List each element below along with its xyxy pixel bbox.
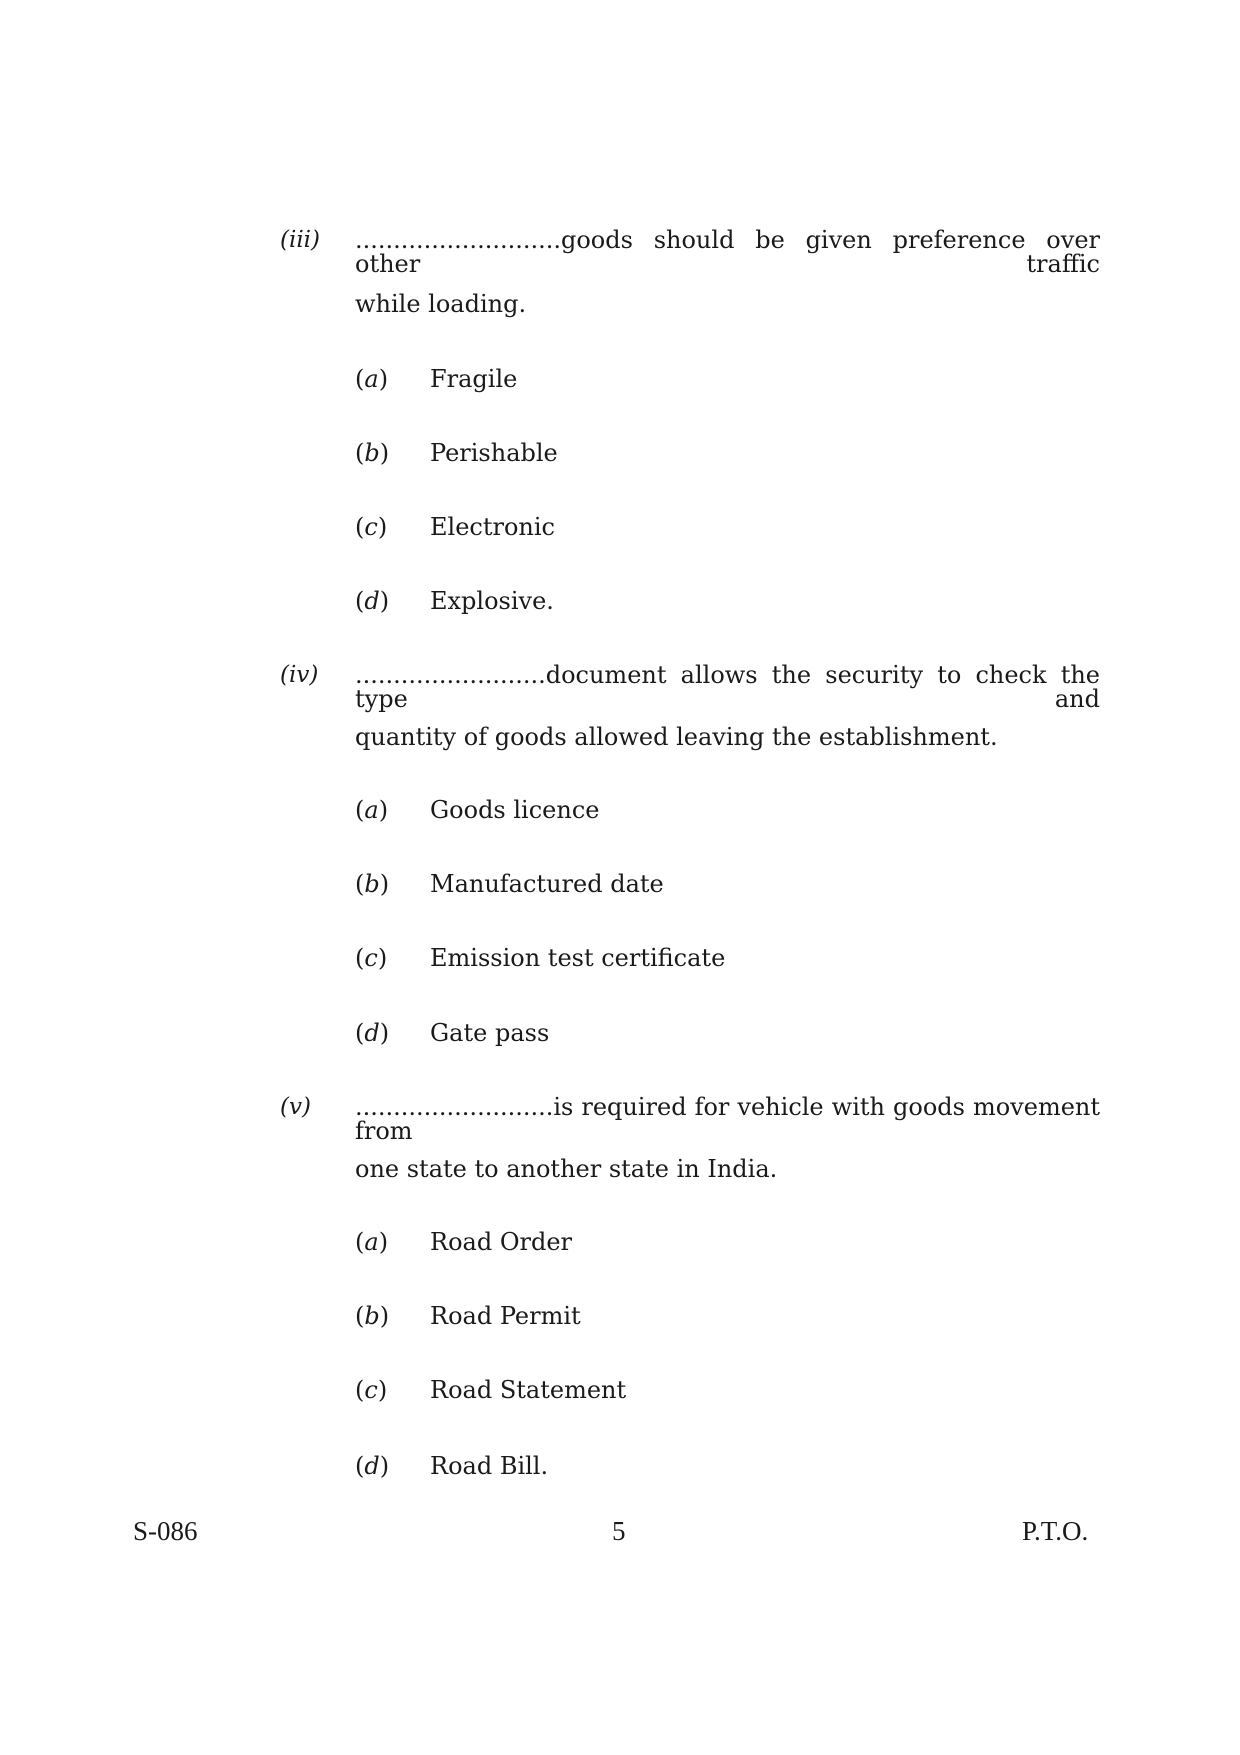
option-label: (b)	[355, 439, 390, 467]
option-label: (d)	[355, 1019, 390, 1047]
option-text: Road Order	[430, 1228, 573, 1256]
option-label: (b)	[355, 870, 390, 898]
option-c	[355, 1378, 626, 1402]
option-text: Electronic	[430, 513, 555, 541]
question-number: (iv)	[280, 662, 319, 688]
option-a	[355, 1230, 572, 1254]
option-b	[355, 872, 664, 896]
option-text: Fragile	[430, 365, 518, 393]
option-a	[355, 798, 599, 822]
option-a	[355, 367, 517, 391]
option-b	[355, 1304, 581, 1328]
please-turn-over: P.T.O.	[1022, 1516, 1089, 1546]
option-c	[355, 946, 725, 970]
option-text: Emission test certificate	[430, 944, 726, 972]
option-label: (a)	[355, 796, 389, 824]
question-text-line1: ...........................goods should be given preference over other traffic	[355, 226, 1100, 278]
option-text: Perishable	[430, 439, 558, 467]
option-d	[355, 589, 554, 613]
paper-code: S-086	[133, 1516, 198, 1546]
option-label: (d)	[355, 587, 390, 615]
option-text: Explosive.	[430, 587, 554, 615]
question-number: (v)	[280, 1094, 311, 1120]
option-text: Goods licence	[430, 796, 600, 824]
option-text: Road Permit	[430, 1302, 581, 1330]
question-text-line2: while loading.	[355, 290, 527, 318]
option-label: (c)	[355, 1376, 388, 1404]
option-d	[355, 1021, 549, 1045]
question-number: (iii)	[280, 227, 321, 253]
option-label: (a)	[355, 1228, 389, 1256]
option-label: (c)	[355, 513, 388, 541]
question-text-line1: .........................document allows the security to check the type and	[355, 661, 1100, 713]
question-text-line2: quantity of goods allowed leaving the establishment.	[355, 723, 998, 751]
option-b	[355, 441, 558, 465]
option-text: Road Statement	[430, 1376, 627, 1404]
option-c	[355, 515, 555, 539]
option-d	[355, 1454, 548, 1478]
option-label: (c)	[355, 944, 388, 972]
option-text: Gate pass	[430, 1019, 550, 1047]
option-label: (a)	[355, 365, 389, 393]
page-number: 5	[612, 1516, 626, 1546]
option-text: Road Bill.	[430, 1452, 549, 1480]
option-label: (d)	[355, 1452, 390, 1480]
option-text: Manufactured date	[430, 870, 664, 898]
question-text-line2: one state to another state in India.	[355, 1155, 778, 1183]
option-label: (b)	[355, 1302, 390, 1330]
question-text-line1: ..........................is required for vehicle with goods movement from	[355, 1093, 1100, 1145]
